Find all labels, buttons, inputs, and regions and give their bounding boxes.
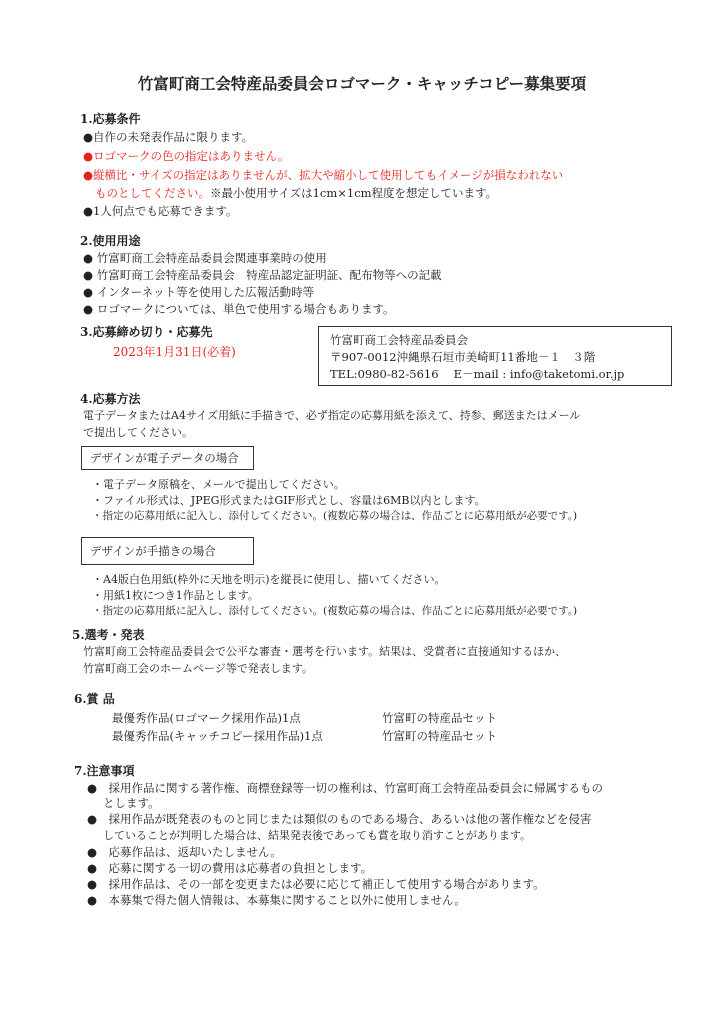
contact-address: 〒907-0012沖縄県石垣市美崎町11番地－１ ３階 bbox=[330, 350, 596, 364]
note-1b: とします。 bbox=[103, 796, 160, 810]
section-4-heading: 4.応募方法 bbox=[80, 392, 141, 406]
contact-tel-email: TEL:0980-82-5616 E－mail : info@taketomi.or.jp bbox=[330, 367, 625, 381]
section-7-heading: 7.注意事項 bbox=[74, 764, 135, 778]
s2-line-2: ● 竹富町商工会特産品委員会 特産品認定証明証、配布物等への記載 bbox=[83, 268, 442, 282]
handdrawn-line-3: ・指定の応募用紙に記入し、添付してください。(複数応募の場合は、作品ごとに応募用紙が必要です。) bbox=[92, 605, 578, 617]
note-6: ● 本募集で得た個人情報は、本募集に関すること以外に使用しません。 bbox=[87, 893, 466, 907]
prize-1-reward: 竹富町の特産品セット bbox=[382, 711, 497, 725]
digital-line-1: ・電子データ原稿を、メールで提出してください。 bbox=[92, 478, 345, 491]
section-2-heading: 2.使用用途 bbox=[80, 234, 141, 248]
note-2b: していることが判明した場合は、結果発表後であっても賞を取り消すことがあります。 bbox=[103, 829, 532, 842]
s1-line-4a: ものとしてください。 bbox=[95, 186, 210, 200]
section-1-heading: 1.応募条件 bbox=[80, 112, 141, 126]
s5-para-1: 竹富町商工会特産品委員会で公平な審査・選考を行います。結果は、受賞者に直接通知するほか、 bbox=[83, 645, 567, 658]
handdrawn-line-1: ・A4版白色用紙(枠外に天地を明示)を縦長に使用し、描いてください。 bbox=[92, 573, 446, 586]
s1-line-2: ●ロゴマークの色の指定はありません。 bbox=[83, 149, 290, 163]
section-5-heading: 5.選考・発表 bbox=[72, 628, 145, 642]
page-title: 竹富町商工会特産品委員会ロゴマーク・キャッチコピー募集要項 bbox=[137, 74, 587, 93]
s5-para-2: 竹富町商工会のホームページ等で発表します。 bbox=[83, 662, 313, 675]
section-3-heading: 3.応募締め切り・応募先 bbox=[80, 325, 213, 339]
prize-2-reward: 竹富町の特産品セット bbox=[382, 729, 497, 743]
s4-para-2: で提出してください。 bbox=[83, 426, 193, 439]
s1-line-3: ●縦横比・サイズの指定はありませんが、拡大や縮小して使用してもイメージが損なわれない bbox=[83, 168, 564, 182]
note-5: ● 採用作品は、その一部を変更または必要に応じて補正して使用する場合があります。 bbox=[87, 877, 545, 891]
section-6-heading: 6.賞 品 bbox=[74, 692, 115, 706]
note-3: ● 応募作品は、返却いたしません。 bbox=[87, 845, 282, 859]
prize-1-name: 最優秀作品(ロゴマーク採用作品)1点 bbox=[112, 711, 301, 725]
digital-box-label: デザインが電子データの場合 bbox=[90, 451, 239, 465]
digital-line-3: ・指定の応募用紙に記入し、添付してください。(複数応募の場合は、作品ごとに応募用紙が必要です。) bbox=[92, 510, 578, 522]
s1-line-4 bbox=[95, 185, 497, 201]
note-1a: ● 採用作品に関する著作権、商標登録等一切の権利は、竹富町商工会特産品委員会に帰属するもの bbox=[87, 781, 604, 795]
contact-org: 竹富町商工会特産品委員会 bbox=[330, 333, 468, 347]
s2-line-3: ● インターネット等を使用した広報活動時等 bbox=[83, 285, 315, 299]
deadline: 2023年1月31日(必着) bbox=[113, 345, 236, 359]
s2-line-4: ● ロゴマークについては、単色で使用する場合もあります。 bbox=[83, 302, 395, 316]
s1-line-4b: ※最小使用サイズは1cm×1cm程度を想定しています。 bbox=[210, 186, 498, 200]
note-2a: ● 採用作品が既発表のものと同じまたは類似のものである場合、あるいは他の著作権などを侵害 bbox=[87, 812, 592, 826]
s1-line-1: ●自作の未発表作品に限ります。 bbox=[83, 130, 254, 144]
s4-para-1: 電子データまたはA4サイズ用紙に手描きで、必ず指定の応募用紙を添えて、持参、郵送またはメール bbox=[83, 409, 581, 422]
handdrawn-box-label: デザインが手描きの場合 bbox=[90, 544, 216, 558]
digital-line-2: ・ファイル形式は、JPEG形式またはGIF形式とし、容量は6MB以内とします。 bbox=[92, 494, 486, 507]
prize-2-name: 最優秀作品(キャッチコピー採用作品)1点 bbox=[112, 729, 323, 743]
note-4: ● 応募に関する一切の費用は応募者の負担とします。 bbox=[87, 861, 373, 875]
handdrawn-line-2: ・用紙1枚につき1作品とします。 bbox=[92, 589, 259, 602]
s2-line-1: ● 竹富町商工会特産品委員会関連事業時の使用 bbox=[83, 251, 327, 265]
s1-line-5: ●1人何点でも応募できます。 bbox=[83, 204, 238, 218]
